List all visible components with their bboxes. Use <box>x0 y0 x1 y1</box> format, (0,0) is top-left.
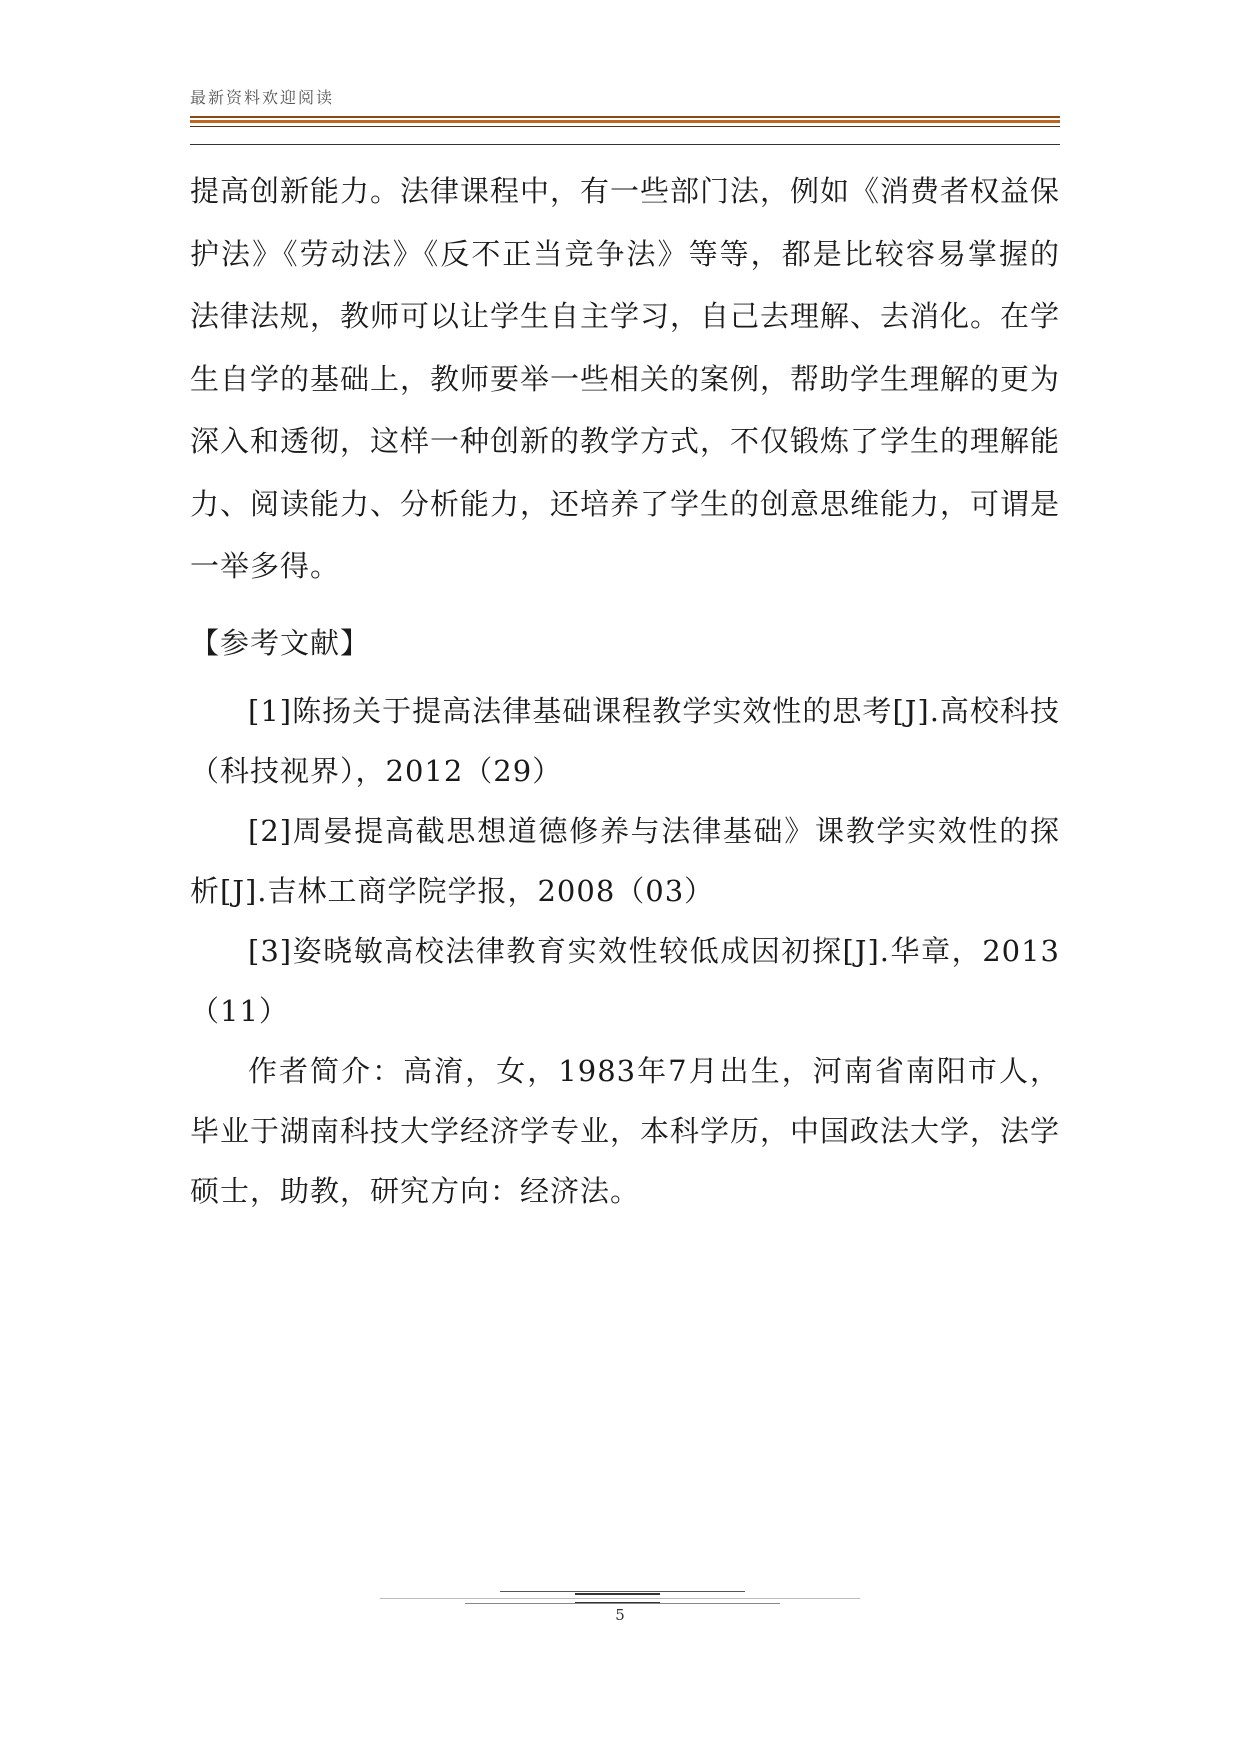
page-footer <box>380 1590 860 1650</box>
reference-item: [3]姿晓敏高校法律教育实效性较低成因初探[J].华章，2013（11） <box>190 934 1060 1028</box>
header-rule-bottom <box>190 144 1060 145</box>
reference-item: [1]陈扬关于提高法律基础课程教学实效性的思考[J].高校科技（科技视界），2012（29） <box>190 694 1060 788</box>
header-rule-top <box>190 116 1060 118</box>
header-title: 最新资料欢迎阅读 <box>190 88 335 107</box>
footer-rule <box>500 1591 745 1592</box>
author-bio: 作者简介：高淯，女，1983年7月出生，河南省南阳市人，毕业于湖南科技大学经济学专业，本科学历，中国政法大学，法学硕士，助教，研究方向：经济法。 <box>190 1054 1061 1208</box>
body-paragraph: 提高创新能力。法律课程中，有一些部门法，例如《消费者权益保护法》《劳动法》《反不正当竞争法》等等，都是比较容易掌握的法律法规，教师可以让学生自主学习，自己去理解、去消化。在学生自学的基础上，教师要举一些相关的案例，帮助学生理解的更为深入和透彻，这样一种创新的教学方式，不仅锻炼了学生的理解能力、阅读能力、分析能力，还培养了学生的创意思维能力，可谓是一举多得。 <box>190 174 1061 583</box>
page-header <box>190 86 1060 112</box>
page-number: 5 <box>615 1606 625 1624</box>
footer-rule <box>380 1598 860 1599</box>
reference-item: [2]周晏提高截思想道德修养与法律基础》课教学实效性的探析[J].吉林工商学院学报，2008（03） <box>190 814 1060 908</box>
references-list <box>190 681 1060 1221</box>
footer-rule <box>465 1603 780 1604</box>
header-rule-thick <box>190 120 1060 123</box>
header-rule-thin <box>190 126 1060 127</box>
references-heading: 【参考文献】 <box>190 626 371 660</box>
footer-rule-accent <box>575 1593 660 1595</box>
body-content <box>190 160 1060 598</box>
